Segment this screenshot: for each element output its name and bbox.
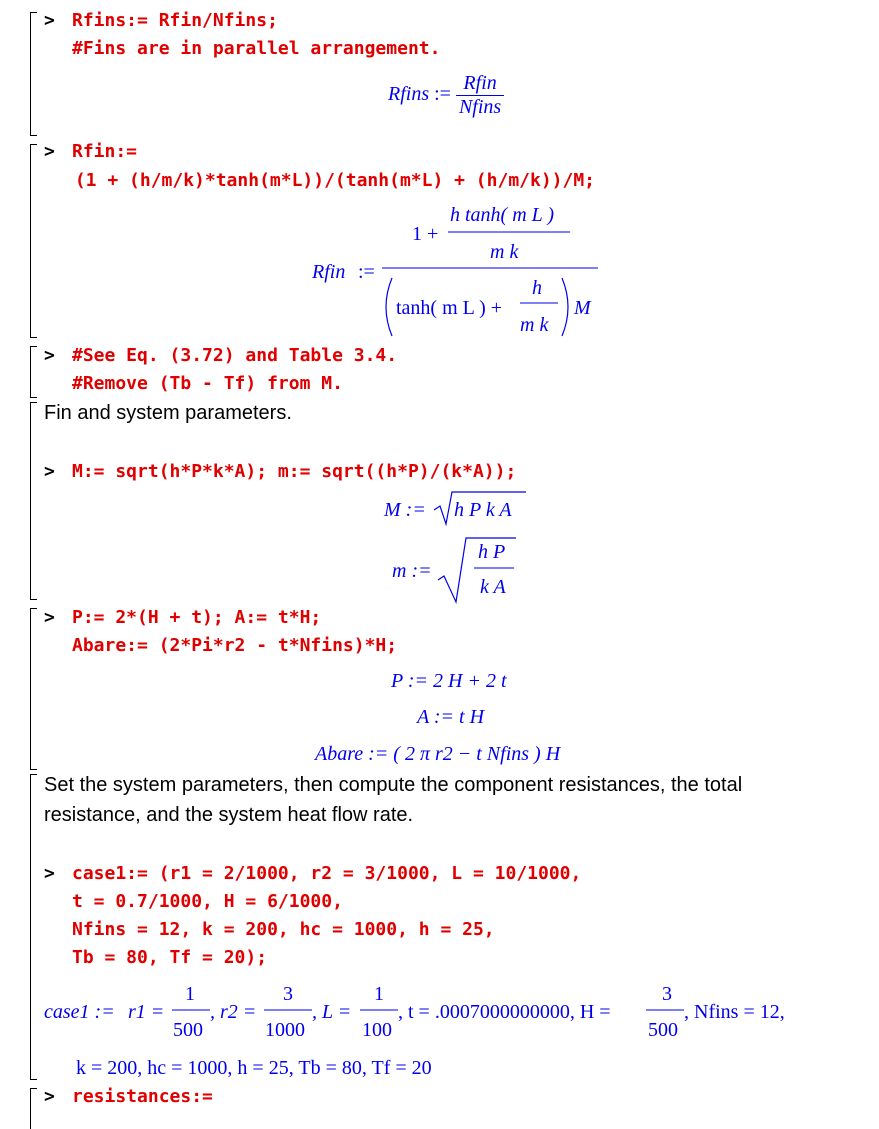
- code-line[interactable]: (1 + (h/m/k)*tanh(m*L))/(tanh(m*L) + (h/m/k))/M;: [64, 170, 596, 191]
- assign-op: :=: [434, 83, 451, 106]
- code-line[interactable]: #See Eq. (3.72) and Table 3.4.: [72, 345, 398, 366]
- H-num: 3: [662, 983, 672, 1005]
- execution-group-bracket[interactable]: [30, 12, 37, 136]
- denominator: Nfins: [458, 96, 502, 118]
- execution-group-bracket[interactable]: [30, 346, 37, 398]
- code-line[interactable]: Nfins = 12, k = 200, hc = 1000, h = 25,: [72, 919, 495, 940]
- output-P: [391, 670, 507, 693]
- execution-group-bracket[interactable]: [30, 144, 37, 338]
- denominator-tanh: tanh( m L ) +: [396, 297, 503, 319]
- r1-num: 1: [185, 983, 195, 1005]
- math-expression: A := t H: [417, 706, 485, 728]
- code-line[interactable]: Rfins:= Rfin/Nfins;: [72, 10, 278, 31]
- text-paragraph: resistance, and the system heat flow rate.: [44, 804, 414, 826]
- code-line[interactable]: P:= 2*(H + t); A:= t*H;: [72, 607, 322, 628]
- output-case1: [40, 980, 870, 1080]
- math-lhs: case1 :=: [44, 1001, 115, 1023]
- one-plus: 1 +: [412, 223, 439, 245]
- H-den: 500: [648, 1019, 678, 1041]
- output-A: [417, 706, 484, 729]
- code-line[interactable]: M:= sqrt(h*P*k*A); m:= sqrt((h*P)/(k*A));: [72, 461, 517, 482]
- case1-line2: k = 200, hc = 1000, h = 25, Tb = 80, Tf = 20: [76, 1057, 432, 1079]
- output-rfins: [388, 72, 504, 119]
- execution-group-bracket[interactable]: [30, 1088, 37, 1129]
- r1-den: 500: [173, 1019, 203, 1041]
- text-paragraph: Fin and system parameters.: [44, 402, 292, 424]
- prompt-symbol: >: [44, 461, 55, 482]
- inner-numerator: h tanh( m L ): [450, 204, 555, 226]
- code-line[interactable]: Tb = 80, Tf = 20);: [72, 947, 268, 968]
- code-line[interactable]: case1:= (r1 = 2/1000, r2 = 3/1000, L = 10/1000,: [72, 863, 582, 884]
- r2-den: 1000: [265, 1019, 305, 1041]
- prompt-symbol: >: [44, 1086, 55, 1107]
- inner-denominator: m k: [490, 241, 519, 263]
- code-line[interactable]: t = 0.7/1000, H = 6/1000,: [72, 891, 343, 912]
- text-paragraph: Set the system parameters, then compute the component resistances, the total: [44, 774, 743, 796]
- L-den: 100: [362, 1019, 392, 1041]
- m-numerator: h P: [478, 541, 506, 563]
- prompt-symbol: >: [44, 10, 55, 31]
- r2-label: , r2 =: [210, 1001, 257, 1023]
- math-expression: P := 2 H + 2 t: [391, 670, 507, 692]
- prompt-symbol: >: [44, 141, 55, 162]
- output-Abare: [315, 743, 560, 766]
- m-assign: m :=: [392, 560, 432, 582]
- prompt-symbol: >: [44, 863, 55, 884]
- math-lhs: Rfin: [312, 261, 346, 283]
- execution-group-bracket[interactable]: [30, 774, 37, 1080]
- code-line[interactable]: Abare:= (2*Pi*r2 - t*Nfins)*H;: [72, 635, 398, 656]
- M-assign: M :=: [384, 499, 426, 521]
- code-line[interactable]: #Fins are in parallel arrangement.: [72, 38, 441, 59]
- m-denominator: k A: [480, 576, 506, 598]
- prompt-symbol: >: [44, 345, 55, 366]
- r2-num: 3: [283, 983, 293, 1005]
- den-h: h: [532, 277, 542, 299]
- L-label: , L =: [312, 1001, 352, 1023]
- math-lhs: Rfins: [388, 83, 430, 106]
- execution-group-bracket[interactable]: [30, 402, 37, 600]
- den-mk: m k: [520, 314, 549, 336]
- output-M-m: [380, 486, 540, 606]
- assign-op: :=: [358, 261, 375, 283]
- math-expression: Abare := ( 2 π r2 − t Nfins ) H: [315, 743, 561, 765]
- output-rfin: [300, 196, 620, 346]
- r1-label: r1 =: [128, 1001, 165, 1023]
- execution-group-bracket[interactable]: [30, 608, 37, 770]
- code-line[interactable]: Rfin:=: [72, 141, 138, 162]
- numerator: Rfin: [463, 72, 497, 94]
- L-num: 1: [374, 983, 384, 1005]
- fraction: [456, 72, 504, 119]
- t-and-H-label: , t = .0007000000000, H =: [398, 1001, 611, 1023]
- M-radicand: h P k A: [454, 499, 512, 521]
- prompt-symbol: >: [44, 607, 55, 628]
- nfins-part: , Nfins = 12,: [684, 1001, 785, 1023]
- code-line[interactable]: #Remove (Tb - Tf) from M.: [72, 373, 343, 394]
- den-M: M: [574, 297, 591, 319]
- code-line[interactable]: resistances:=: [72, 1086, 213, 1107]
